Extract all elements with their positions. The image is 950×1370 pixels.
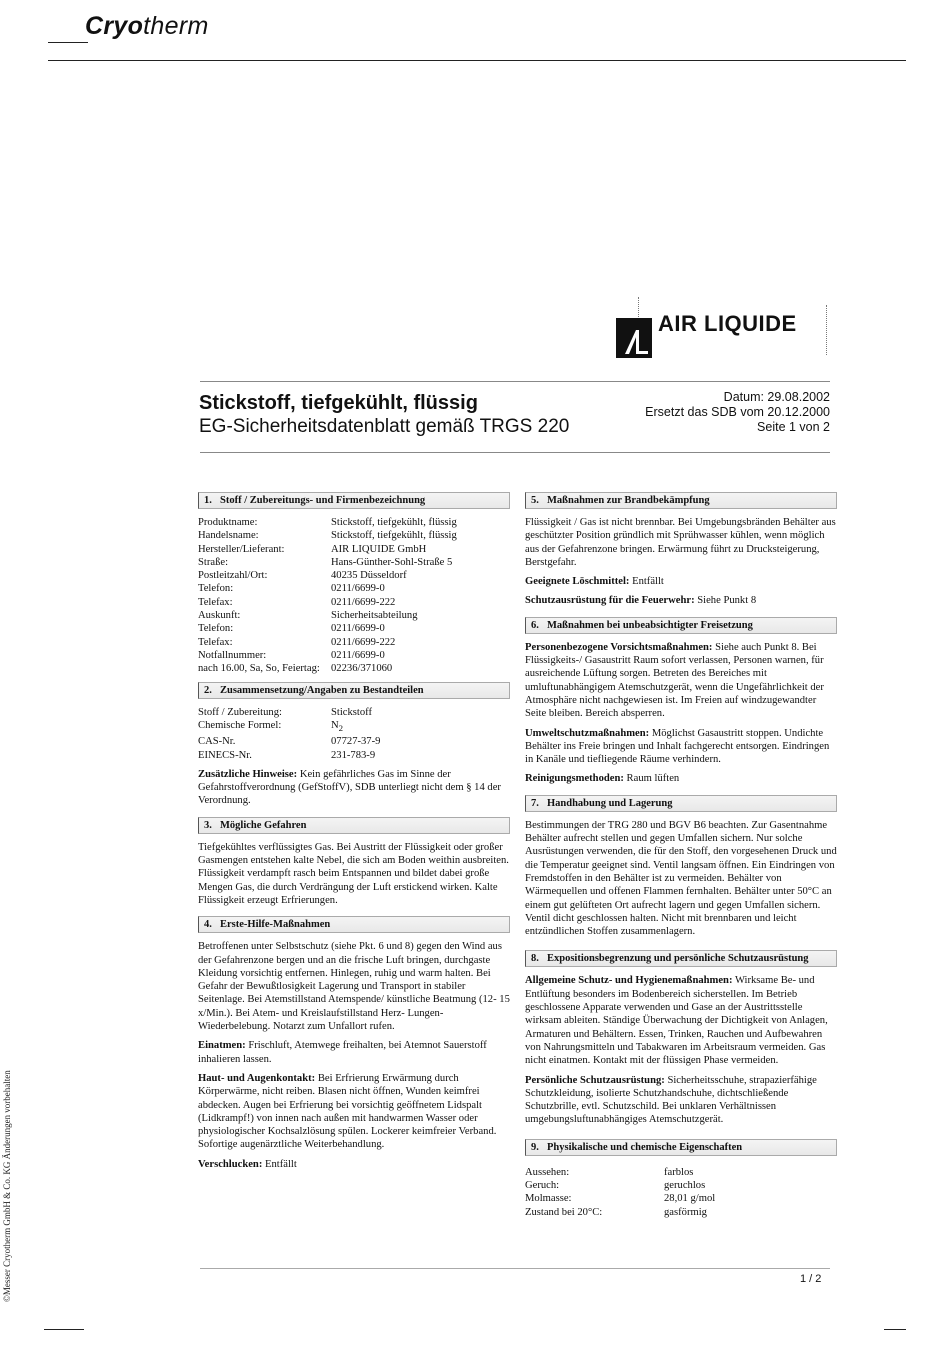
- section-9-table: [525, 1166, 837, 1219]
- table-row: [198, 636, 510, 649]
- section-6-personen: Personenbezogene Vorsichtsmaßnahmen: Siehe auch Punkt 8. Bei Flüssigkeits-/ Gasaustritt Raum sofort verlassen, Personen warnen, für ausreichende Lüftung sorgen. Betreten des Bereiches mit umluftunabhängigem Atemschutzgerät, wenn die Ungefährlichkeit der Atmosphäre nicht nachgewiesen ist. Im Freien auf windzugewandter Seite bleiben. Bereich absperren.: [525, 641, 824, 720]
- row-value: geruchlos: [664, 1179, 706, 1191]
- row-label: Molmasse:: [525, 1193, 572, 1205]
- section-6-reinigung: Reinigungsmethoden: Raum lüften: [525, 773, 680, 785]
- document-date: Datum: 29.08.2002: [723, 390, 830, 404]
- section-3-heading: 3. Mögliche Gefahren: [198, 817, 510, 834]
- row-label: Aussehen:: [525, 1166, 570, 1178]
- brand-logo: Cryotherm: [85, 12, 209, 40]
- section-5-loeschmittel: Geeignete Löschmittel: Entfällt: [525, 576, 664, 588]
- title-rule-top: [200, 381, 830, 382]
- row-label: Telefax:: [198, 596, 233, 608]
- table-row: [198, 662, 510, 675]
- footer-page-number: 1 / 2: [800, 1273, 822, 1285]
- table-row: [525, 1179, 837, 1192]
- section-8-allgemein: Allgemeine Schutz- und Hygienemaßnahmen: Wirksame Be- und Entlüftung besonders im Bodenbereich sicherstellen. Im Betrieb geschlossene Apparate verwenden und Gase an der Austrittsstelle wirksam ableiten. Ständige Überwachung der Dichtigkeit von Anlagen, Armaturen und Behältern. Essen, Trinken, Rauchen und Aufbewahren von Nahrungsmitteln und Tabakwaren im Arbeitsraum vermeiden. Gas nicht einatmen. Kontakt mit der flüssigen Phase vermeiden.: [525, 975, 828, 1067]
- row-value: 28,01 g/mol: [664, 1193, 716, 1205]
- document-meta: [600, 390, 830, 435]
- section-6-heading: 6. Maßnahmen bei unbeabsichtigter Freisetzung: [525, 617, 837, 634]
- row-value: 0211/6699-0: [331, 649, 385, 661]
- row-value: 0211/6699-222: [331, 596, 396, 608]
- table-row: [198, 609, 510, 622]
- row-label: Notfallnummer:: [198, 649, 267, 661]
- section-5-text: Flüssigkeit / Gas ist nicht brennbar. Bei Umgebungsbränden Behälter aus geschützter Position gründlich mit Sprühwasser kühlen, wenn möglich aus der Gefahrenzone bringen. Erwärmung führt zu Drucksteigerung, Berstgefahr.: [525, 517, 836, 568]
- row-value: 0211/6699-0: [331, 623, 385, 635]
- table-row: [198, 649, 510, 662]
- table-row: [198, 735, 510, 748]
- row-label: Telefon:: [198, 623, 234, 635]
- row-value: AIR LIQUIDE GmbH: [331, 543, 427, 555]
- table-row: [198, 596, 510, 609]
- table-row: [525, 1206, 837, 1219]
- table-row: [525, 1192, 837, 1205]
- row-value: 0211/6699-0: [331, 583, 385, 595]
- section-3-text: Tiefgekühltes verflüssigtes Gas. Bei Austritt der Flüssigkeit oder großer Gasmengen entstehen kalte Nebel, die sich am Boden weithin ausbreiten. Flüssigkeit verdampft rasch beim Entspannen und bildet dabei große Mengen Gas, die durch Verdrängung der Luft erstickend wirken. Kalte Flüssigkeit erzeugt Erfrierungen.: [198, 841, 509, 906]
- header-rule: [48, 60, 906, 61]
- table-row: [198, 543, 510, 556]
- copyright-side-note: ©Messer Cryotherm GmbH & Co. KG Änderungen vorbehalten: [2, 1070, 12, 1302]
- row-label: Geruch:: [525, 1179, 560, 1191]
- row-value: 231-783-9: [331, 749, 376, 761]
- row-label: CAS-Nr.: [198, 736, 236, 748]
- section-2-note: Zusätzliche Hinweise: Kein gefährliches Gas im Sinne der Gefahrstoffverordnung (GefStoffV), SDB unterliegt nicht dem § 14 der Verordnung.: [198, 768, 501, 807]
- section-4-haut: Haut- und Augenkontakt: Bei Erfrierung Erwärmung durch Körperwärme, nicht reiben. Blasen nicht öffnen, Wunden keimfrei abdecken. Augen bei Erfrierung bei vorsichtig geöffnetem Lidspalt (Lidkrampf!) von innen nach außen mit handwarmen Wasser oder physiologischer Kochsalzlösung spülen. Lockerer keimfreier Verband. Sofortige augenärztliche Weiterbehandlung.: [198, 1072, 497, 1151]
- air-liquide-mark-icon: [616, 318, 652, 358]
- table-row: [198, 516, 510, 529]
- section-5-schutz: Schutzausrüstung für die Feuerwehr: Siehe Punkt 8: [525, 595, 757, 607]
- section-1-heading: 1. Stoff / Zubereitungs- und Firmenbezeichnung: [198, 492, 510, 509]
- air-liquide-wordmark: AIR LIQUIDE: [658, 311, 797, 336]
- section-5-heading: 5. Maßnahmen zur Brandbekämpfung: [525, 492, 837, 509]
- row-value: Hans-Günther-Sohl-Straße 5: [331, 556, 453, 568]
- section-1-table: [198, 516, 510, 676]
- section-7-text: Bestimmungen der TRG 280 und BGV B6 beachten. Zur Gasentnahme Behälter aufrecht stellen und gegen Umfallen sichern. Nur solche Ausrüstungen verwenden, die für den Stoff, den vorgesehenen Druck und die Temperatur geeignet sind. Ventil langsam öffnen. Ein Eindringen von Fremdstoffen in den Behälter ist zu vermeiden. Behälter von Wärmequellen und offenen Flammen fernhalten. Behälter unter 50°C an einem gut gelüfteten Ort aufrecht lagern und gegen Umfallen sichern. Ventil dicht geschlossen halten. Nicht mit brennbaren und leicht entzündlichen Stoffen zusammenlagern.: [525, 819, 837, 938]
- row-label: Stoff / Zubereitung:: [198, 706, 282, 718]
- document-page-of: Seite 1 von 2: [757, 420, 830, 434]
- row-value: 07727-37-9: [331, 736, 381, 748]
- section-4-verschlucken: Verschlucken: Entfällt: [198, 1158, 297, 1170]
- table-row: [198, 569, 510, 582]
- footer-mark-right: [884, 1329, 906, 1330]
- row-value: 0211/6699-222: [331, 636, 396, 648]
- row-label: Chemische Formel:: [198, 719, 282, 731]
- section-8-heading: 8. Expositionsbegrenzung und persönliche Schutzausrüstung: [525, 950, 837, 967]
- row-value-subscript: 2: [338, 722, 344, 733]
- section-9-heading: 9. Physikalische und chemische Eigenschaften: [525, 1139, 837, 1156]
- brand-underline: [48, 42, 88, 43]
- row-value: Stickstoff, tiefgekühlt, flüssig: [331, 530, 457, 542]
- row-label: Straße:: [198, 556, 229, 568]
- row-label: Postleitzahl/Ort:: [198, 570, 268, 582]
- section-7-heading: 7. Handhabung und Lagerung: [525, 795, 837, 812]
- row-label: Auskunft:: [198, 610, 241, 622]
- footer-rule: [200, 1268, 830, 1269]
- section-2-heading: 2. Zusammensetzung/Angaben zu Bestandteilen: [198, 682, 510, 699]
- document-replaces: Ersetzt das SDB vom 20.12.2000: [645, 405, 830, 419]
- table-row: [198, 556, 510, 569]
- section-4-heading: 4. Erste-Hilfe-Maßnahmen: [198, 916, 510, 933]
- document-title: Stickstoff, tiefgekühlt, flüssig: [199, 392, 478, 414]
- row-label: EINECS-Nr.: [198, 749, 252, 761]
- table-row: [198, 582, 510, 595]
- section-8-persoenlich: Persönliche Schutzausrüstung: Sicherheitsschuhe, strapazierfähige Schutzkleidung, isolierte Schutzhandschuhe, dichtschließende Schutzbrille, evtl. Schutzschild. Bei unklaren Verhältnissen umgebungsluftunabhängiges Atemschutzgerät.: [525, 1074, 817, 1126]
- section-4-einatmen: Einatmen: Frischluft, Atemwege freihalten, bei Atemnot Sauerstoff inhalieren lassen.: [198, 1040, 487, 1065]
- row-value: farblos: [664, 1166, 694, 1178]
- table-row: [198, 719, 510, 735]
- document-subtitle: EG-Sicherheitsdatenblatt gemäß TRGS 220: [199, 416, 570, 437]
- right-column: [525, 492, 837, 1219]
- section-6-umwelt: Umweltschutzmaßnahmen: Möglichst Gasaustritt stoppen. Undichte Behälter ins Freie bringen und Inhalt fachgerecht entsorgen. Eindringen in Kanäle und tiefliegende Räume verhindern.: [525, 727, 830, 766]
- row-value: Sicherheitsabteilung: [331, 610, 418, 622]
- row-value: 40235 Düsseldorf: [331, 570, 407, 582]
- left-column: [198, 492, 510, 1177]
- row-label: Telefon:: [198, 583, 234, 595]
- row-label: Telefax:: [198, 636, 233, 648]
- table-row: [525, 1166, 837, 1179]
- row-label: Produktname:: [198, 517, 258, 528]
- table-row: [198, 749, 510, 762]
- row-value: Stickstoff, tiefgekühlt, flüssig: [331, 517, 457, 528]
- air-liquide-logo: [612, 297, 827, 367]
- row-label: nach 16.00, Sa, So, Feiertag:: [198, 663, 320, 675]
- footer-mark-left: [44, 1329, 84, 1330]
- row-value: 02236/371060: [331, 663, 393, 675]
- row-value: Stickstoff: [331, 706, 373, 718]
- row-label: Handelsname:: [198, 530, 259, 542]
- table-row: [198, 706, 510, 719]
- table-row: [198, 529, 510, 542]
- row-value: $N_2$: [331, 719, 344, 733]
- section-2-table: [198, 706, 510, 762]
- title-rule-bottom: [200, 452, 830, 453]
- table-row: [198, 622, 510, 635]
- row-value: gasförmig: [664, 1206, 707, 1218]
- row-label: Hersteller/Lieferant:: [198, 543, 285, 555]
- row-label: Zustand bei 20°C:: [525, 1206, 603, 1218]
- section-4-intro: Betroffenen unter Selbstschutz (siehe Pkt. 6 und 8) gegen den Wind aus der Gefahrenzone bergen und an die frische Luft bringen, durchgaste Kleidung vorsichtig entfernen. Hinlegen, ruhig und warm halten. Bei Gefahr der Bewußtlosigkeit Lagerung und Transport in stabiler Seitenlage. Bei Atemstillstand Atemspende/ künstliche Beatmung (12- 15 x/Min.). Bei Atem- und Kreislaufstillstand Herz- Lungen-Wiederbelebung. Notarzt zum Unfallort rufen.: [198, 941, 510, 1033]
